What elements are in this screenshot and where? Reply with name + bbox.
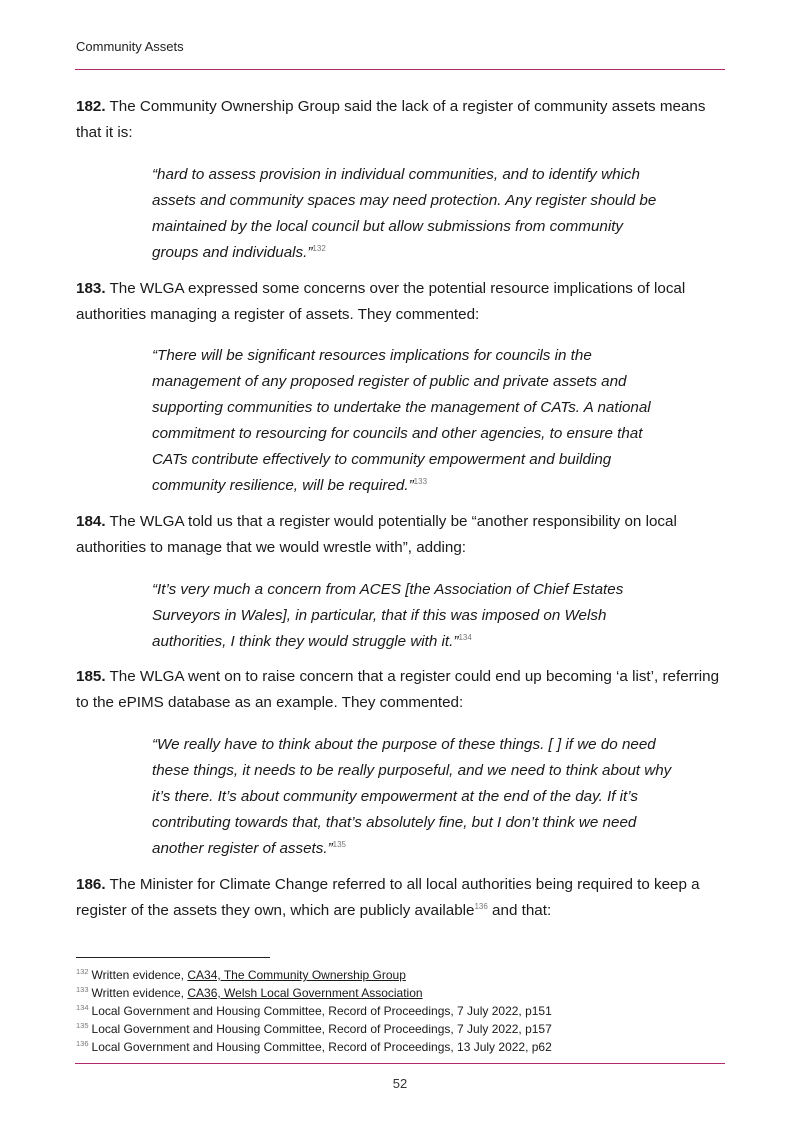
footnote-ref[interactable]: 132 [312, 244, 326, 253]
paragraph-number: 186. [76, 876, 106, 893]
running-header: Community Assets [76, 39, 184, 54]
quote-text: “It’s very much a concern from ACES [the Association of Chief Estates Surveyors in Wales], in particular, that if this was imposed on Welsh authorities, I think they would struggle with it.” [152, 581, 624, 650]
footnote-number: 136 [76, 1039, 89, 1048]
footnote-134 [76, 1002, 726, 1020]
footnote-link[interactable]: CA36, Welsh Local Government Association [187, 986, 423, 1000]
paragraph-number: 185. [76, 668, 106, 685]
paragraph-number: 183. [76, 280, 106, 297]
page-number: 52 [392, 1076, 408, 1091]
paragraph-tail: and that: [487, 902, 552, 919]
footnote-132 [76, 966, 726, 984]
paragraph-text: The Minister for Climate Change referred to all local authorities being required to keep a register of the assets they own, which are publicly available [76, 876, 700, 919]
footnote-prefix: Written evidence, [91, 986, 188, 1000]
footnotes [76, 966, 726, 1056]
footnote-text: Local Government and Housing Committee, Record of Proceedings, 7 July 2022, p151 [91, 1004, 552, 1018]
footnote-link[interactable]: CA34, The Community Ownership Group [187, 968, 406, 982]
paragraph-185 [76, 664, 724, 716]
footnote-text: Local Government and Housing Committee, Record of Proceedings, 7 July 2022, p157 [91, 1022, 552, 1036]
paragraph-184 [76, 509, 724, 561]
footnote-133 [76, 984, 726, 1002]
paragraph-186 [76, 872, 724, 924]
header-rule [75, 69, 725, 70]
footnote-prefix: Written evidence, [91, 968, 188, 982]
paragraph-text: The Community Ownership Group said the lack of a register of community assets means that it is: [76, 98, 706, 141]
paragraph-183 [76, 276, 724, 328]
quote-text: “We really have to think about the purpose of these things. [ ] if we do need these things, it needs to be really purposeful, and we need to think about why it’s there. It’s about community empowerment at the end of the day. If it’s contributing towards that, that’s absolutely fine, but I don’t think we need another register of assets.” [152, 736, 672, 857]
paragraph-text: The WLGA expressed some concerns over the potential resource implications of local authorities managing a register of assets. They commented: [76, 280, 686, 323]
paragraph-text: The WLGA went on to raise concern that a register could end up becoming ‘a list’, referring to the ePIMS database as an example. They commented: [76, 668, 720, 711]
footnote-text: Local Government and Housing Committee, Record of Proceedings, 13 July 2022, p62 [91, 1040, 552, 1054]
paragraph-182 [76, 94, 724, 146]
paragraph-number: 184. [76, 513, 106, 530]
quote-text: “hard to assess provision in individual communities, and to identify which assets and community spaces may need protection. Any register should be maintained by the local council but allow submissions from community groups and individuals.” [152, 166, 657, 261]
footnote-135 [76, 1020, 726, 1038]
footnote-ref[interactable]: 133 [413, 477, 428, 486]
quote-wlga-resources [152, 343, 672, 499]
quote-text: “There will be significant resources implications for councils in the management of any proposed register of public and private assets and supporting communities to undertake the management of CATs. A national commitment to resourcing for councils and other agencies, to ensure that CATs contribute effectively to community empowerment and building community resilience, will be required.” [152, 347, 651, 494]
footnote-number: 135 [76, 1021, 89, 1030]
paragraph-number: 182. [76, 98, 106, 115]
paragraph-text: The WLGA told us that a register would potentially be “another responsibility on local authorities to manage that we would wrestle with”, adding: [76, 513, 677, 556]
footnote-ref[interactable]: 135 [332, 840, 347, 849]
quote-purpose [152, 732, 672, 862]
footnote-ref[interactable]: 136 [474, 902, 488, 911]
footnote-separator [76, 957, 270, 958]
footnote-number: 133 [76, 985, 89, 994]
footnote-136 [76, 1038, 726, 1056]
quote-aces [152, 577, 672, 655]
footnote-ref[interactable]: 134 [458, 633, 472, 642]
footnote-number: 134 [76, 1003, 89, 1012]
footer-rule [75, 1063, 725, 1064]
quote-community-ownership [152, 162, 672, 266]
footnote-number: 132 [76, 967, 89, 976]
